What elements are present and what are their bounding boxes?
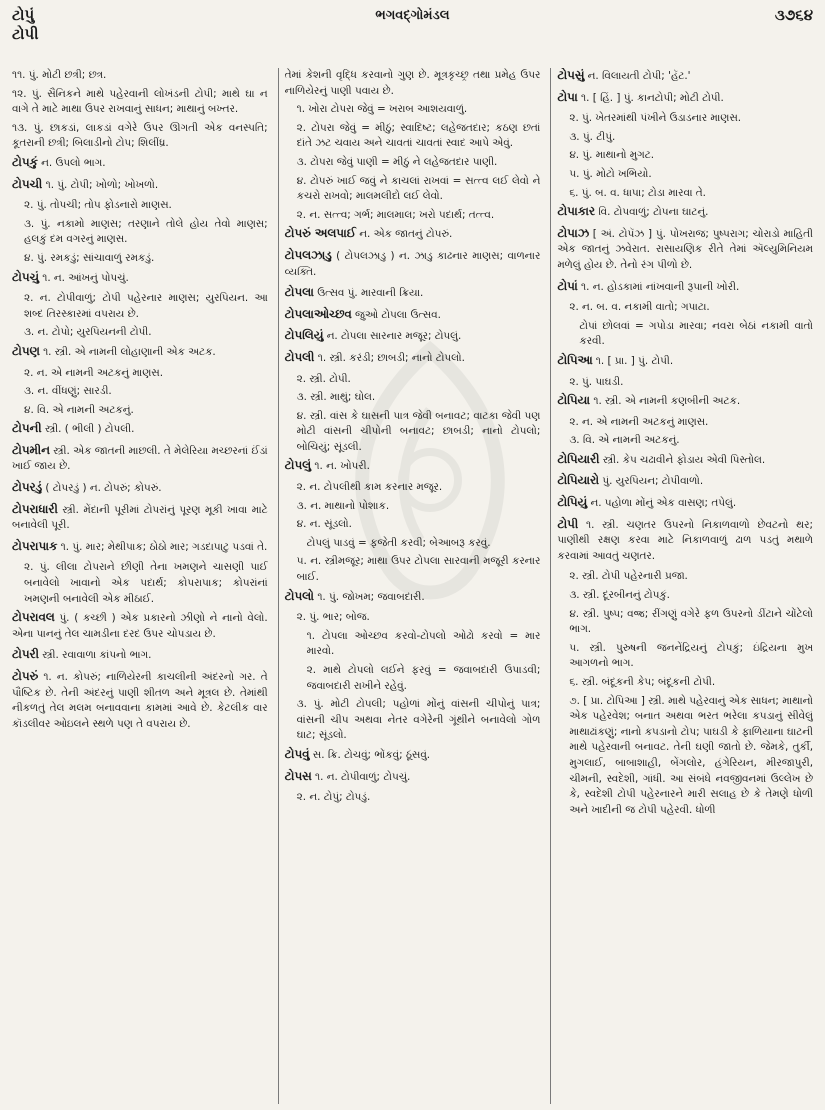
entry-sense: ૪. ન. સૂંડલો. [296,518,352,531]
entry-sense: ૨. પું. ભાર; બોજ. [296,611,370,624]
entry-headword: ટોપાકાર [557,204,596,219]
entry-headword: ટોપચું [12,269,39,284]
entry-headword: ટોપા [557,89,578,104]
dictionary-entry [557,517,813,565]
dictionary-entry [285,350,541,367]
entry-headword: ટોપલઝાડુ [284,247,332,262]
entry-sense: ૧૩. પું. છાકડાં, લાકડાં વગેરે ઉપર ઊગતી એક વનસ્પતિ; કૂતરાની છત્રી; બિલાડીનો ટોપ; શિલીંધ્ર. [12,121,268,150]
entry-headword: ટોપસ [284,768,312,783]
dictionary-entry [12,480,268,497]
entry-headword: ટોપરાપાક [12,538,58,553]
entry-headword: ટોપિયું [557,495,588,510]
entry-sense: ૨. ન. સત્ત્વ; ગર્ભ; માલમાલ; ખરો પદાર્થ; તત્ત્વ. [296,208,495,221]
entry-headword: ટોપમીન [12,442,50,457]
dictionary-entry [285,328,541,345]
entry-sense: ૩. પું. નકામો માણસ; તરણાને તોલે હોય તેવો માણસ; હલકું દમ વગરનું માણસ. [24,217,268,246]
entry-sense: ૩. પું. ટીપું. [569,130,616,143]
dictionary-columns [12,68,813,1104]
usage-example: ટોપાં છોલવાં = ગપોડા મારવા; નવરા બેઠાં નકામી વાતો કરવી. [579,319,814,348]
entry-definition: ૧. સ્ત્રી. એ નામની કણબીની અટક. [590,395,741,408]
dictionary-entry [285,307,541,324]
entry-sense: ૩. પું. મોટી ટોપલી; પહોળાં મોંનું વાંસની ચીપોનું પાત્ર; વાંસની ચીપ અથવા નેતર વગેરેની ગૂંથીને બનાવેલો ગોળ ઘાટ; સૂંડલો. [296,698,541,742]
entry-headword: ટોપરાવલ [12,610,55,625]
entry-sense: ૬. પું. બ. વ. ધાપા; ટોડા મારવા તે. [569,186,706,199]
entry-headword: ટોપવું [284,746,310,761]
guide-word-first: ટોપું [12,6,35,24]
entry-sense: ૩. સ્ત્રી. દૂરબીનનું ટોપકું. [569,589,670,602]
usage-example: ૨. માથે ટોપલો લઈને ફરવું = જવાબદારી ઉપાડવી; જવાબદારી રાખીને રહેવું. [306,664,541,692]
entry-sense: ૨. પું. ખેતરમાંથી પંખીને ઉડાડનાર માણસ. [569,112,742,125]
entry-definition: ૧. ન. હોડકામાં નાંખવાની રૂપાની ખોરી. [577,280,740,293]
entry-headword: ટોપલાઓચ્છવ [284,306,352,321]
dictionary-entry [12,610,268,642]
entry-definition: ન. એક જાતનું ટોપરું. [355,228,453,241]
entry-headword: ટોપલા [284,285,314,300]
entry-definition: ૧. પું. માર; મેથીપાક; ઠોઠો માર; ગડદાપાટુ પડવાં તે. [57,540,268,553]
entry-definition: ૧. સ્ત્રી. કરંડી; છાબડી; નાનો ટોપલો. [314,351,465,364]
entry-definition: સ્ત્રી. એક જાતની માછલી. તે મેલેરિયા મચ્છરનાં ઈંડાં ખાઈ જાય છે. [12,444,268,473]
entry-sense: ૩. ટોપરા જેવું પાણી = મીઠું ને લહેજતદાર પાણી. [296,155,498,168]
entry-sense: ૨. સ્ત્રી. ટોપી પહેરનારી પ્રજા. [569,570,688,583]
entry-sense: ૨. ન. બ. વ. નકામી વાતો; ગપાટા. [569,301,710,314]
dictionary-entry [557,353,813,370]
entry-sense: ૩. ન. માથાનો પોશાક. [296,499,390,512]
entry-headword: ટોપરું [12,669,39,683]
entry-sense: ૪. ટોપરું ખાઈ જવું ને કાચલાં રાખવાં = સત્ત્વ લઈ લેવો ને કચરો રાખવો; માલમલીદો લઈ લેવો. [296,174,541,203]
entry-headword: ટોપિઆ [557,352,593,367]
entry-definition: ( ટોપલઝાડુ ) ન. ઝાડુ કાઢનાર માણસ; વાળનાર વ્યક્તિ. [284,249,541,278]
column-left [12,68,268,1104]
dictionary-entry [12,344,268,361]
entry-sense: ૨. પું. તોપચી; તોપ ફોડનારો માણસ. [24,199,172,212]
entry-headword: ટોપની [12,421,42,436]
entry-sense: ૧૧. પું. મોટી છત્રી; છત્ર. [12,69,107,81]
guide-word-last: ટોપી [12,25,39,43]
entry-sense: ૪. સ્ત્રી. વાંસ કે ઘાસની પાત્ર જેવી બનાવટ; વાટકા જેવી પણ મોટી વાંસની ચીપોની બનાવટ; છાબડી; નાનો ટોપલો; બોચિયું; સૂંડલી. [296,409,541,453]
dictionary-entry [557,226,813,274]
entry-headword: ટોપાં [557,278,578,293]
entry-sense: ૩. વિ. એ નામની અટકનું. [569,434,680,447]
page-header [12,6,813,64]
entry-definition: વિ. ટોપવાળું; ટોપના ઘાટનું. [595,206,709,219]
entry-definition: ૧. પું. ટોપી; ખોળો; ખોખળો. [42,178,159,191]
entry-definition: પું. ( કચ્છી ) એક પ્રકારનો ઝીણો ને નાનો વેલો. એના પાનનું તેલ ચામડીના દરદ ઉપર ચોપડાય છે. [12,612,268,640]
dictionary-entry [12,177,268,194]
entry-sense: ૫. ન. સ્ત્રીમજૂર; માથા ઉપર ટોપલા સારવાની મજૂરી કરનાર બાઈ. [296,555,541,584]
usage-example: ૧. ટોપલા ઓચ્છવ કરવો-ટોપલો ઓઢો કરવો = માર મારવો. [306,629,541,658]
entry-sense: ૨. ન. ટોપીવાળું; ટોપી પહેરનાર માણસ; યુરપિયન. આ શબ્દ તિરસ્કારમાં વપરાય છે. [24,292,268,320]
entry-headword: ટોપલિયું [284,328,324,343]
entry-headword: ટોપાઝ [557,225,589,240]
entry-definition: ઉત્સવ પું. મારવાની ક્રિયા. [313,287,424,300]
entry-headword: ટોપકું [12,154,38,169]
dictionary-entry [557,393,813,410]
entry-definition: જુઓ ટોપલા ઉત્સવ. [351,308,441,321]
column-right [550,68,813,1104]
entry-headword: ટોપણ [12,343,40,358]
entry-definition: સ્ત્રી. મેંદાની પૂરીમાં ટોપરાંનું પૂરણ મૂકી ખાવા માટે બનાવેલી પૂરી. [12,503,268,532]
dictionary-entry [557,90,813,107]
entry-sense: ૨. ન. એ નામની અટકનું માણસ. [569,415,709,428]
entry-definition: સ્ત્રી. ( ભીલી ) ટોપલી. [41,423,135,436]
dictionary-entry [285,458,541,475]
page-number: ૩૭૬૪ [774,6,813,24]
entry-sense: ૨. સ્ત્રી. ટોપી. [296,372,351,385]
dictionary-entry [285,747,541,764]
entry-sense: ૬. સ્ત્રી. બંદૂકની કેપ; બંદૂકની ટોપી. [569,676,716,688]
dictionary-entry [557,473,813,490]
entry-sense: ૨. પું. પાઘડી. [569,375,624,388]
entry-headword: ટોપિયારો [557,473,600,488]
entry-definition: સ્ત્રી. રવાવાળા કાંપનો ભાગ. [38,649,152,662]
dictionary-entry [557,452,813,469]
dictionary-entry [557,279,813,296]
dictionary-entry [12,502,268,534]
entry-sense: ૪. પું. રમકડું; સાંચાવાળું રમકડું. [24,251,155,264]
dictionary-entry [285,248,541,280]
entry-definition: ૧. સ્ત્રી. એ નામની લોહાણાની એક અટક. [39,345,216,358]
entry-definition: ૧. ન. ખોપરી. [311,460,370,473]
entry-definition: ૧. [ હિં. ] પું. કાનટોપી; મોટી ટોપી. [577,91,724,104]
entry-headword: ટોપસું [557,68,585,82]
entry-sense: ૧૨. પું. સૈનિકને માથે પહેરવાની લોખંડની ટોપી; માથે ઘા ન વાગે તે માટે માથા ઉપર રાખવાનું સાધન; માથાનું બખ્તર. [12,87,268,116]
entry-sense: ૪. પું. માથાનો મુગટ. [569,149,655,162]
entry-sense: ૨. ટોપરા જેવું = મીઠું; સ્વાદિષ્ટ; લહેજતદાર; કઠણ છતાં દાંતે ઝટ ચવાય અને ચાવતાં ચાવતાં સ્વાદ આપે એવું. [296,121,541,150]
entry-definition: ૧. ન. આંખનું પોપચું. [38,271,129,284]
entry-definition: ૧. ન. કોપરું; નાળિયેરની કાચલીની અંદરનો ગર. તે પૌષ્ટિક છે. તેની અંદરનું પાણી શીતળ અને મૂત્રલ છે. તેમાંથી નીકળતું તેલ મલમ બનાવવાના કામમાં આવે છે. કેટલીક વાર કૉડલીવર ઓઇલને સ્થળે પણ તે વપરાય છે. [12,671,268,730]
dictionary-entry [12,443,268,475]
entry-headword: ટોપિયારી [557,451,600,466]
entry-headword: ટોપલું [284,458,312,473]
entry-headword: ટોપરી [12,647,39,662]
entry-sense: ૩. ન. વીંધણું; સારડી. [24,385,112,398]
entry-headword: ટોપલી [284,349,315,364]
entry-definition: ન. ટોપલા સારનાર મજૂર; ટોપલું. [323,330,462,343]
entry-headword: ટોપિયા [557,393,591,408]
entry-sense: તેમાં કેશની વૃદ્ધિ કરવાનો ગુણ છે. મૂત્રકૃચ્છ્ર તથા પ્રમેહ ઉપર નાળિયેરનું પાણી પવાય છે. [284,69,541,97]
entry-sense: ૨. ન. એ નામની અટકનું માણસ. [24,366,164,379]
entry-definition: [ અં. ટોપૅઝ ] પું. પોખરાજ; પુષ્પરાગ; ચોરાડો માહિતી એક જાતનું ઝવેરાત. રાસાયણિક રીતે તેમાં ઍલ્યુમિનિયમ મળેલું હોય છે. તેનો રંગ પીળો છે. [557,227,814,271]
entry-definition: ( ટોપરડું ) ન. ટોપરું; કોપરું. [42,482,162,495]
entry-sense: ૫. સ્ત્રી. પુરુષની જનનેંદ્રિયનું ટોપકું; ઇંદ્રિયના મુખ આગળનો ભાગ. [569,641,814,670]
entry-sense: ૩. સ્ત્રી. માથું; ઘોલ. [296,391,376,404]
dictionary-entry [12,155,268,172]
entry-sense: ૪. સ્ત્રી. પુષ્પ; વજ્ર; રીંગણું વગેરે ફળ ઉપરનો ડીંટાને ચોંટેલો ભાગ. [569,607,814,636]
entry-definition: ૧. પું. જોખમ; જવાબદારી. [314,590,425,603]
entry-definition: પું. યુરપિયન; ટોપીવાળો. [599,475,704,488]
entry-headword: ટોપી [557,516,579,531]
entry-sense: ૨. પું. લીલા ટોપરાને છીણી તેના ખમણને ચાસણી પાઈ બનાવેલો ખાવાનો એક પદાર્થ; કોપરાપાક; કોપરાંનાં ખમણની બનાવેલી એક મીઠાઈ. [24,561,268,605]
dictionary-entry [12,270,268,287]
entry-headword: ટોપરડું [12,480,43,495]
dictionary-entry [12,647,268,664]
entry-definition: ૧. ન. ટોપીવાળું; ટોપચું. [311,770,411,783]
dictionary-entry [12,669,268,732]
entry-definition: ૧. [ પ્રા. ] પું. ટોપી. [592,354,674,367]
entry-sense: ૪. વિ. એ નામની અટકનું. [24,403,134,416]
usage-example: ટોપલું પાડવું = ફજેતી કરવી; બેઆબરૂ કરવું. [306,536,491,549]
entry-headword: ટોપલો [284,588,315,603]
entry-sense: ૫. પું. મોટો ખભિયો. [569,167,652,180]
entry-definition: ન. વિલાયતી ટોપી; 'હૅટ.' [584,70,691,82]
dictionary-entry [12,421,268,438]
entry-definition: સ. ક્રિ. ટોચવું; ભોંકવું; ઠૂંસવું. [309,748,431,761]
running-title: ભગવદ્ગોમંડલ [375,8,450,23]
dictionary-entry [285,769,541,786]
entry-sense: ૨. ન. ટોપું; ટોપડું. [296,791,371,804]
dictionary-entry [285,589,541,606]
entry-sense: ૧. ખોરા ટોપરા જેવું = ખરાબ આશયવાળું. [296,103,468,116]
entry-headword: ટોપરું અલપાઈ [284,226,356,241]
dictionary-entry [557,68,813,85]
dictionary-entry [12,539,268,556]
entry-headword: ટોપચી [12,176,43,191]
column-middle [278,68,541,1104]
dictionary-entry [285,285,541,302]
entry-headword: ટોપરાધારી [12,501,58,516]
entry-sense: ૭. [ પ્રા. ટોપિઆ ] સ્ત્રી. માથે પહેરવાનું એક સાધન; માથાનો એક પહેરવેશ; બનાત અથવા ભરત ભરેલા કપડાનું સીવેલું માથાઢાંકણું; નાનો કપડાનો ટોપ; પાઘડી કે ફાળિયાના ઘાટની માથે પહેરવાની બનાવટ. તેની ઘણી જાતો છે. જેમકે, તુર્કી, મુગલાઈ, બાબાશાહી, બેંગલોર, હંગેરિયન, મીરજાપુરી, ચીમની, સ્વદેશી, ગાંધી. આ સંબંધે નવજીવનમાં ઉલ્લેખ છે કે, સ્વદેશી ટોપી પહેરનારને મારી સલાહ છે કે તેમણે ધોળી અને ખાદીની જ ટોપી પહેરવી. ધોળી [569,694,814,816]
dictionary-entry [557,204,813,221]
entry-definition: સ્ત્રી. કેપ ચઢાવીને ફોડાય એવી પિસ્તોલ. [599,453,766,466]
dictionary-entry [557,495,813,512]
entry-sense: ૩. ન. ટોપો; યુરપિયનની ટોપી. [24,326,152,339]
entry-definition: ન. ઉપલો ભાગ. [37,156,106,169]
entry-sense: ૨. ન. ટોપલીથી કામ કરનાર મજૂર. [296,481,443,494]
dictionary-entry [285,226,541,243]
entry-definition: ન. પહોળા મોંનું એક વાસણ; તપેલું. [587,497,737,510]
entry-definition: ૧. સ્ત્રી. ચણતર ઉપરનો નિકાળવાળો છેવટનો થર; પાણીથી રક્ષણ કરવા માટે નિકાળવાળું ઢાળ પડતું મથાળે કરવામાં આવતું ચણતર. [557,518,814,562]
